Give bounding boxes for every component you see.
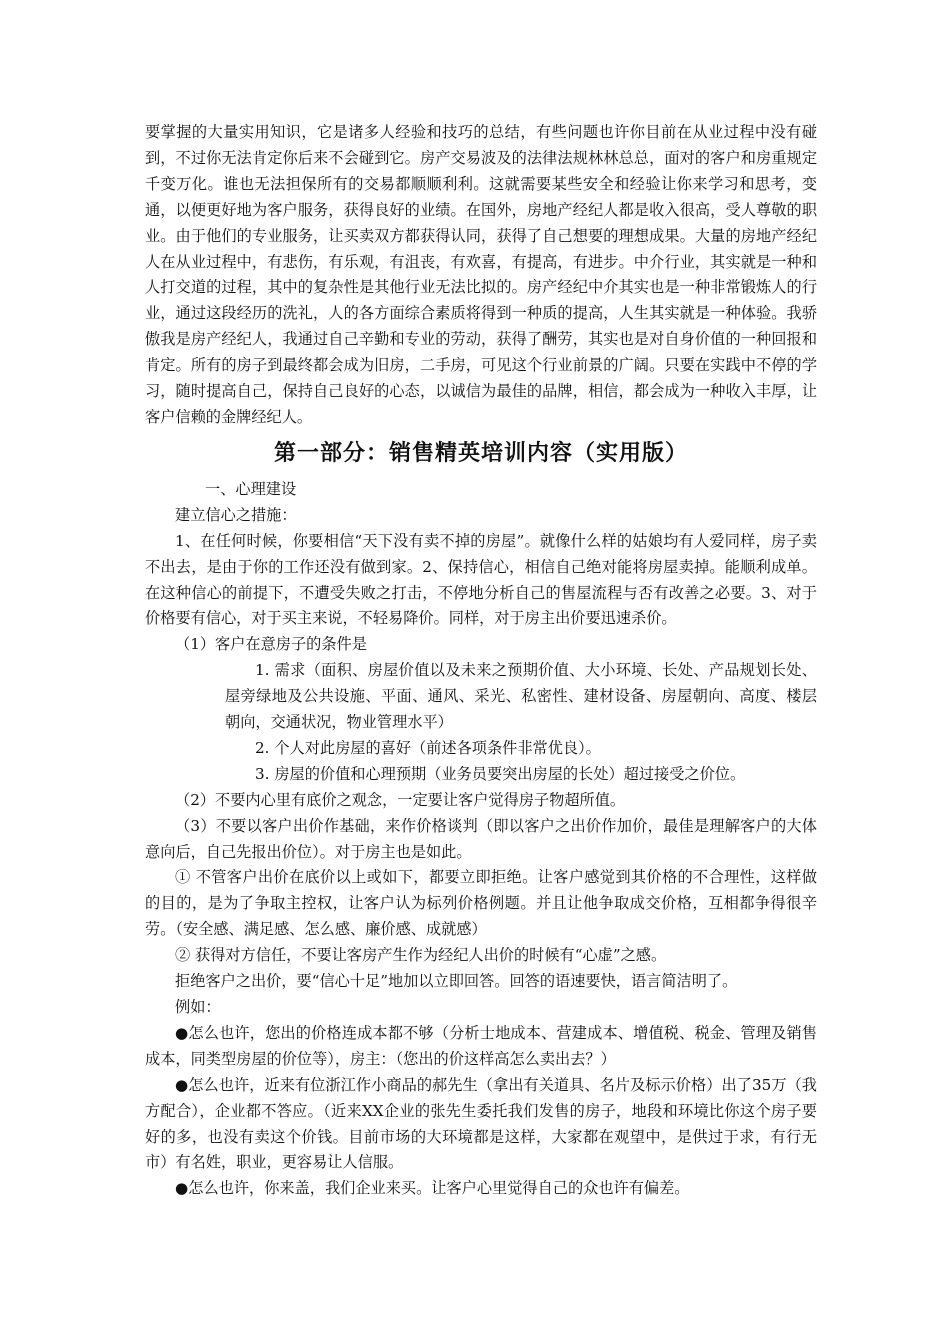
section-title: 第一部分：销售精英培训内容（实用版） [273,440,688,466]
intro-paragraph: 要掌握的大量实用知识，它是诸多人经验和技巧的总结，有些问题也许你目前在从业过程中没有碰到，不过你无法肯定你后来不会碰到它。房产交易波及的法律法规林林总总，面对的客户和房重规定千变万化。谁也无法担保所有的交易都顺顺利利。这就需要某些安全和经验让你来学习和思考，变通，以便更好地为客户服务，获得良好的业绩。在国外，房地产经纪人都是收入很高，受人尊敬的职业。由于他们的专业服务，让买卖双方都获得认同，获得了自己想要的理想成果。大量的房地产经纪人在从业过程中，有悲伤，有乐观，有沮丧，有欢喜，有提高，有进步。中介行业，其实就是一种和人打交道的过程，其中的复杂性是其他行业无法比拟的。房产经纪中介其实也是一种非常锻炼人的行业，通过这段经历的洗礼，人的各方面综合素质将得到一种质的提高，人生其实就是一种体验。我骄傲我是房产经纪人，我通过自己辛勤和专业的劳动，获得了酬劳，其实也是对自身价值的一种回报和肯定。所有的房子到最终都会成为旧房，二手房，可见这个行业前景的广阔。只要在实践中不停的学习，随时提高自己，保持自己良好的心态，以诚信为最佳的品牌，相信，都会成为一种收入丰厚，让客户信赖的金牌经纪人。 [145,123,817,426]
bullet-item-2: ●怎么也许，近来有位浙江作小商品的郝先生（拿出有关道具、名片及标示价格）出了35万（我方配合），企业都不答应。（近来XX企业的张先生委托我们发售的房子，地段和环境比你这个房子要好的多，也没有卖这个价钱。目前市场的大环境都是这样，大家都在观望中，是供过于求，有行无市）有名姓，职业，更容易让人信服。 [145,1075,817,1172]
bullet-item-3: ●怎么也许，你来盖，我们企业来买。让客户心里觉得自己的众也许有偏差。 [175,1179,690,1198]
question-3: （3）不要以客户出价作基础，来作价格谈判（即以客户之出价作加价，最佳是理解客户的大体意向后，自己先报出价位）。对于房主也是如此。 [145,816,817,861]
section-heading: 一、心理建设 [205,479,297,498]
measures-label: 建立信心之措施： [175,505,297,524]
circled-item-1: ① 不管客户出价在底价以上或如下，都要立即拒绝。让客户感觉到其价格的不合理性，这样做的目的，是为了争取主控权，让客户认为标列价格例题。并且让他争取成交价格，互相都争得很辛劳。（安全感、满足感、怎么感、廉价感、成就感） [145,868,817,939]
condition-1: 1. 需求（面积、房屋价值以及未来之预期价值、大小环境、长处、产品规划长处、屋旁绿地及公共设施、平面、通风、采光、私密性、建材设备、房屋朝向、高度、楼层朝向，交通状况，物业管理水平） [225,661,817,732]
circled-item-2: ② 获得对方信任，不要让客房产生作为经纪人出价的时候有“心虚”之感。 [175,946,667,965]
condition-2: 2. 个人对此房屋的喜好（前述各项条件非常优良）。 [255,738,601,757]
reject-paragraph: 拒绝客户之出价，要“信心十足”地加以立即回答。回答的语速要快，语言简洁明了。 [175,972,738,991]
measures-paragraph: 1、在任何时候，你要相信“天下没有卖不掉的房屋”。就像什么样的姑娘均有人爱同样，房子卖不出去，是由于你的工作还没有做到家。2、保持信心，相信自己绝对能将房屋卖掉。能顺利成单。在这种信心的前提下，不遭受失败之打击，不停地分析自己的售屋流程与否有改善之必要。3、对于价格要有信心，对于买主来说，不轻易降价。同样，对于房主出价要迅速杀价。 [145,531,817,628]
question-2: （2）不要内心里有底价之观念，一定要让客户觉得房子物超所值。 [175,790,626,809]
condition-3: 3. 房屋的价值和心理预期（业务员要突出房屋的长处）超过接受之价位。 [255,764,746,783]
question-1: （1）客户在意房子的条件是 [175,635,367,654]
bullet-item-1: ●怎么也许，您出的价格连成本都不够（分析士地成本、营建成本、增值税、税金、管理及销售成本，同类型房屋的价位等），房主：（您出的价这样高怎么卖出去？） [145,1023,817,1068]
document-page [145,120,817,1202]
example-label: 例如： [175,998,221,1016]
